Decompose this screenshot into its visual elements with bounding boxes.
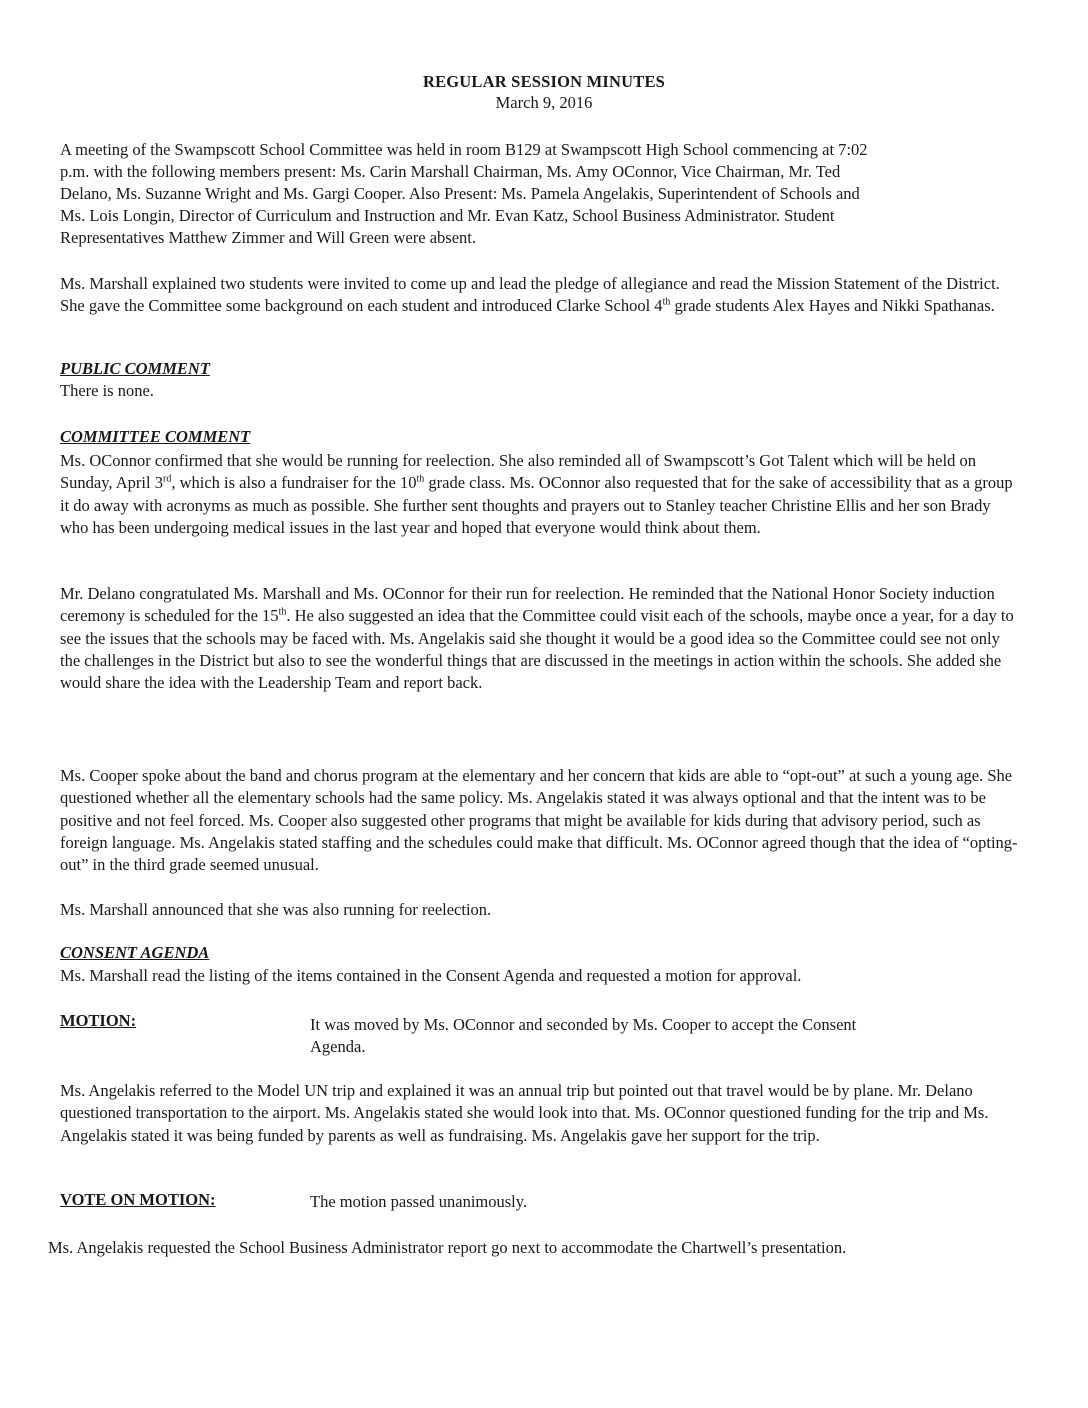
intro-line: A meeting of the Swampscott School Committee was held in room B129 at Swampscott High School commencing at 7:02	[60, 140, 868, 159]
motion-text-continued: Agenda.	[310, 1037, 366, 1056]
public-comment-heading: PUBLIC COMMENT	[60, 359, 210, 378]
consent-agenda-text: Ms. Marshall read the listing of the items contained in the Consent Agenda and requested a motion for approval.	[60, 966, 802, 985]
motion-text: It was moved by Ms. OConnor and seconded by Ms. Cooper to accept the Consent	[310, 1015, 857, 1034]
marshall-announcement: Ms. Marshall announced that she was also running for reelection.	[60, 900, 492, 919]
intro-line: p.m. with the following members present: Ms. Carin Marshall Chairman, Ms. Amy OConnor, Vice Chairman, Mr. Ted	[60, 162, 841, 181]
oconnor-comment-paragraph: Ms. OConnor confirmed that she would be running for reelection. She also reminded all of Swampscott’s Got Talent which will be held on Sunday, April 3rd, which is also a fundraiser for the 10th grade class. Ms. OConnor also requested that for the sake of accessibility that as a group it do away with acronyms as much as possible. She further sent thoughts and prayers out to Stanley teacher Christine Ellis and her son Brady who has been undergoing medical issues in the last year and hoped that everyone would think about them.	[60, 451, 1013, 537]
motion-label: MOTION:	[60, 1011, 137, 1030]
meeting-date: March 9, 2016	[495, 93, 593, 112]
cooper-comment-paragraph: Ms. Cooper spoke about the band and chorus program at the elementary and her concern that kids are able to “opt-out” at such a young age. She questioned whether all the elementary schools had the same policy. Ms. Angelakis stated it was always optional and that the intent was to be positive and not feel forced. Ms. Cooper also suggested other programs that might be available for kids during that advisory period, such as foreign language. Ms. Angelakis stated staffing and the schedules could make that difficult. Ms. OConnor agreed though that the idea of “opting-out” in the third grade seemed unusual.	[60, 766, 1018, 875]
public-comment-text: There is none.	[60, 381, 154, 400]
vote-result: The motion passed unanimously.	[310, 1192, 528, 1211]
delano-comment-paragraph: Mr. Delano congratulated Ms. Marshall and Ms. OConnor for their run for reelection. He reminded that the National Honor Society induction ceremony is scheduled for the 15th. He also suggested an idea that the Committee could visit each of the schools, maybe once a year, for a day to see the issues that the schools may be faced with. Ms. Angelakis said she thought it would be a good idea so the Committee could see not only the challenges in the District but also to see the wonderful things that are discussed in the meetings in action within the schools. She added she would share the idea with the Leadership Team and report back.	[60, 584, 1014, 693]
intro-line: Ms. Lois Longin, Director of Curriculum and Instruction and Mr. Evan Katz, School Business Administrator. Student	[60, 206, 835, 225]
closing-paragraph: Ms. Angelakis requested the School Business Administrator report go next to accommodate the Chartwell’s presentation.	[48, 1238, 847, 1257]
model-un-paragraph: Ms. Angelakis referred to the Model UN trip and explained it was an annual trip but pointed out that travel would be by plane. Mr. Delano questioned transportation to the airport. Ms. Angelakis stated she would look into that. Ms. OConnor questioned funding for the trip and Ms. Angelakis stated it was being funded by parents as well as fundraising. Ms. Angelakis gave her support for the trip.	[60, 1081, 989, 1145]
pledge-paragraph: Ms. Marshall explained two students were invited to come up and lead the pledge of allegiance and read the Mission Statement of the District. She gave the Committee some background on each student and introduced Clarke School 4th grade students Alex Hayes and Nikki Spathanas.	[60, 274, 1000, 316]
vote-label: VOTE ON MOTION:	[60, 1190, 216, 1209]
committee-comment-heading: COMMITTEE COMMENT	[60, 427, 251, 446]
document-title: REGULAR SESSION MINUTES	[422, 72, 666, 91]
intro-line: Delano, Ms. Suzanne Wright and Ms. Gargi Cooper. Also Present: Ms. Pamela Angelakis, Superintendent of Schools and	[60, 184, 860, 203]
intro-line: Representatives Matthew Zimmer and Will Green were absent.	[60, 228, 476, 247]
consent-agenda-heading: CONSENT AGENDA	[60, 943, 210, 962]
